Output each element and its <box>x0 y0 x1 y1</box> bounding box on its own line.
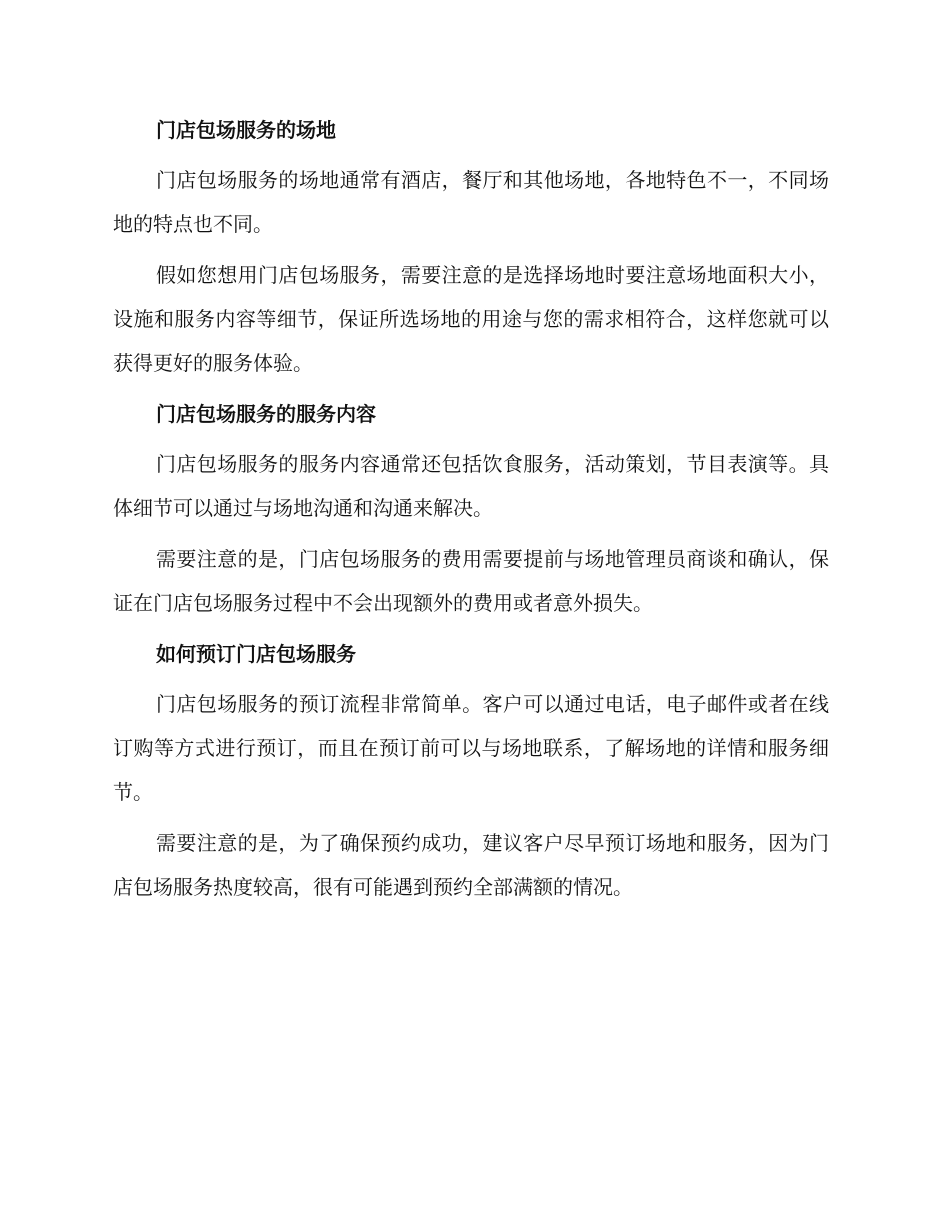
paragraph: 需要注意的是，门店包场服务的费用需要提前与场地管理员商谈和确认，保证在门店包场服务过程中不会出现额外的费用或者意外损失。 <box>113 547 829 615</box>
section-venue <box>113 108 829 385</box>
document-page <box>113 108 829 916</box>
paragraph: 门店包场服务的场地通常有酒店，餐厅和其他场地，各地特色不一，不同场地的特点也不同。 <box>113 168 829 236</box>
paragraph: 需要注意的是，为了确保预约成功，建议客户尽早预订场地和服务，因为门店包场服务热度较高，很有可能遇到预约全部满额的情况。 <box>113 831 829 899</box>
section-heading: 门店包场服务的服务内容 <box>156 402 376 426</box>
section-heading: 如何预订门店包场服务 <box>156 642 356 666</box>
paragraph: 门店包场服务的预订流程非常简单。客户可以通过电话，电子邮件或者在线订购等方式进行预订，而且在预订前可以与场地联系，了解场地的详情和服务细节。 <box>113 692 829 804</box>
section-booking <box>113 632 829 909</box>
paragraph: 假如您想用门店包场服务，需要注意的是选择场地时要注意场地面积大小，设施和服务内容等细节，保证所选场地的用途与您的需求相符合，这样您就可以获得更好的服务体验。 <box>113 263 829 375</box>
section-services <box>113 392 829 625</box>
paragraph: 门店包场服务的服务内容通常还包括饮食服务，活动策划，节目表演等。具体细节可以通过与场地沟通和沟通来解决。 <box>113 452 829 520</box>
section-heading: 门店包场服务的场地 <box>156 118 336 142</box>
